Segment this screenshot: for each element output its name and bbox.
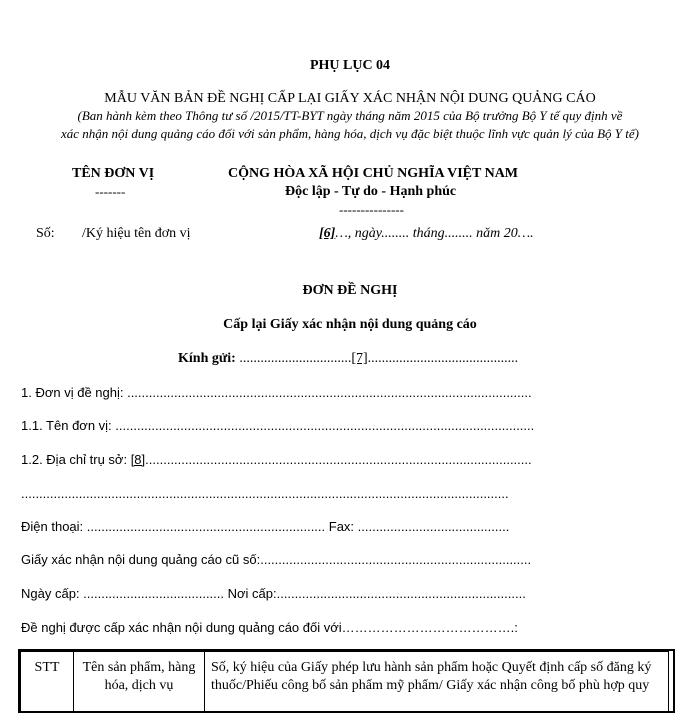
recipient-dots-after: ........................................... [367, 351, 519, 366]
nation-name: CỘNG HÒA XÃ HỘI CHỦ NGHĨA VIỆT NAM [228, 166, 519, 181]
field-address-label: 1.2. Địa chỉ trụ sở: [21, 452, 131, 467]
header-product-name: Tên sản phẩm, hàng hóa, dịch vụ [74, 652, 205, 712]
field-address-ref: [8] [130, 452, 146, 467]
recipient-line [178, 351, 518, 367]
recipient-dots-before: ................................ [235, 351, 352, 366]
unit-divider: ------- [95, 184, 126, 199]
recipient-label: Kính gửi: [178, 351, 236, 366]
date-line [319, 226, 534, 242]
table-outer-border [18, 649, 675, 713]
national-motto: Độc lập - Tự do - Hạnh phúc [285, 184, 457, 199]
subtitle-line2: xác nhận nội dung quảng cáo đối với sản phẩm, hàng hóa, dịch vụ đặc biệt thuộc lĩnh vực quản lý của Bộ Y tế) [61, 126, 639, 141]
date-text: …, ngày........ tháng........ năm 20…. [335, 226, 534, 241]
number-code: /Ký hiệu tên đơn vị [82, 226, 191, 241]
header-license-number: Số, ký hiệu của Giấy phép lưu hành sản phẩm hoặc Quyết định cấp số đăng ký thuốc/Phiếu công bố sản phẩm mỹ phẩm/ Giấy xác nhận công bố phù hợp quy [205, 652, 669, 712]
appendix-title: PHỤ LỤC 04 [309, 58, 391, 73]
recipient-ref: [7] [351, 351, 368, 366]
field-address-dots: ........................................................................................................... [145, 452, 532, 467]
field-issue-date-place: Ngày cấp: ....................................... Nơi cấp:..................................................................... [21, 586, 526, 601]
field-unit-name: 1.1. Tên đơn vị: .................................................................................................................... [21, 418, 535, 433]
field-blank-line: ....................................................................................................................................... [21, 486, 509, 501]
subtitle-line1: (Ban hành kèm theo Thông tư số /2015/TT-BYT ngày tháng năm 2015 của Bộ trưởng Bộ Y tế quy định về [77, 108, 623, 123]
form-title: MẪU VĂN BẢN ĐỀ NGHỊ CẤP LẠI GIẤY XÁC NHẬN NỘI DUNG QUẢNG CÁO [104, 91, 596, 106]
doc-type: ĐƠN ĐỀ NGHỊ [302, 283, 398, 298]
date-ref: [6] [319, 226, 336, 241]
field-request: Đề nghị được cấp xác nhận nội dung quảng cáo đối với………………………………….: [21, 620, 518, 635]
number-label: Số: [36, 226, 55, 241]
doc-subject: Cấp lại Giấy xác nhận nội dung quảng cáo [223, 317, 477, 332]
unit-name: TÊN ĐƠN VỊ [72, 166, 155, 181]
field-old-certificate: Giấy xác nhận nội dung quảng cáo cũ số:........................................................................... [21, 552, 532, 567]
header-stt: STT [21, 652, 74, 712]
field-applicant: 1. Đơn vị đề nghị: ................................................................................................................ [21, 385, 532, 400]
motto-divider: --------------- [339, 202, 404, 217]
field-address [21, 452, 532, 467]
field-phone-fax: Điện thoại: .................................................................. Fax: .......................................... [21, 519, 510, 534]
